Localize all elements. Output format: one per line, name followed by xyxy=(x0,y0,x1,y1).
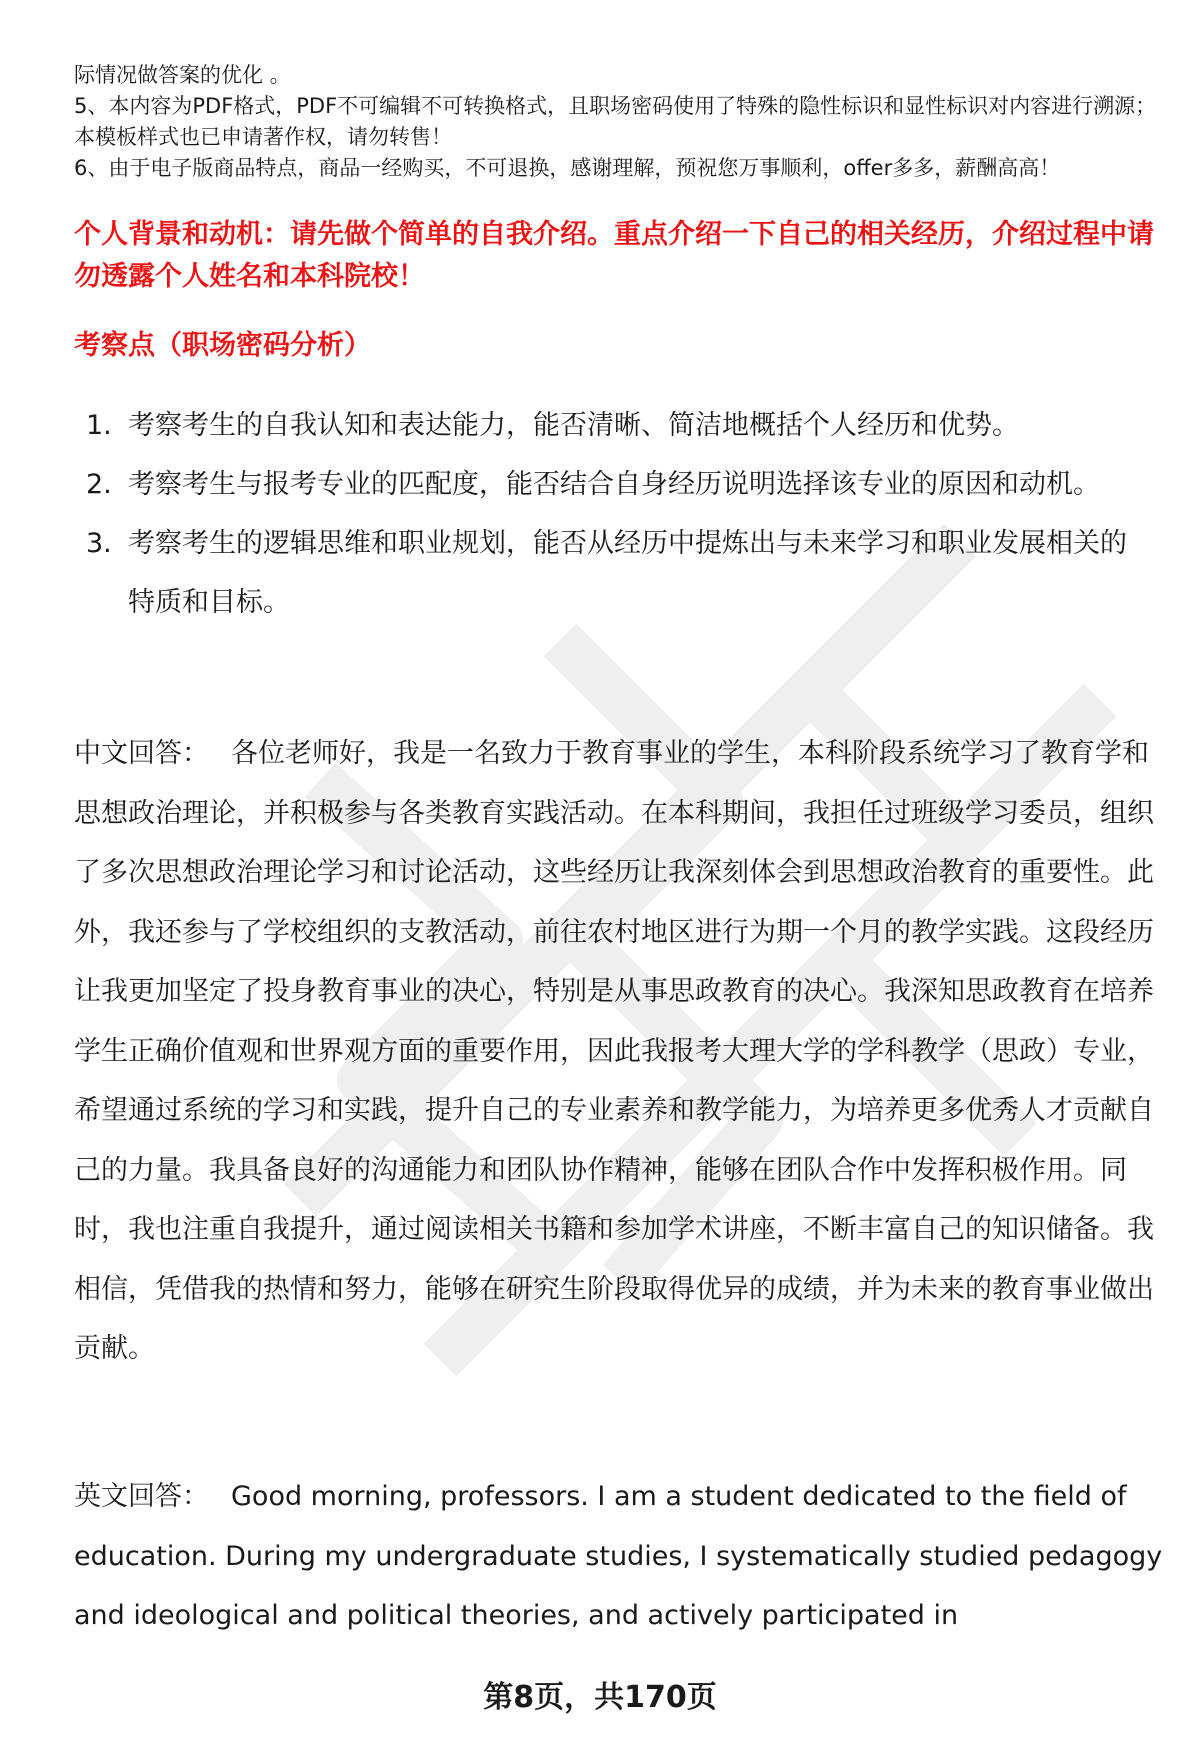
list-number: 2. xyxy=(86,469,112,500)
list-number: 1. xyxy=(86,410,112,441)
page-footer: 第8页，共170页 xyxy=(483,1680,717,1715)
chinese-answer xyxy=(74,724,1164,1379)
english-answer xyxy=(74,1467,1164,1646)
list-item-text: 考察考生与报考专业的匹配度，能否结合自身经历说明选择该专业的原因和动机。 xyxy=(128,469,1100,500)
note-line: 际情况做答案的优化 。 xyxy=(74,63,291,87)
notes-section xyxy=(74,60,1164,184)
chinese-answer-label: 中文回答： xyxy=(74,738,209,769)
note-line: 5、本内容为PDF格式，PDF不可编辑不可转换格式，且职场密码使用了特殊的隐性标识和显性标识对内容进行溯源；本模板样式也已申请著作权，请勿转售！ xyxy=(74,94,1157,149)
list-item xyxy=(86,514,1146,632)
list-item-text: 考察考生的逻辑思维和职业规划，能否从经历中提炼出与未来学习和职业发展相关的特质和目标。 xyxy=(128,528,1127,618)
analysis-points-list xyxy=(86,396,1146,632)
chinese-answer-text: 各位老师好，我是一名致力于教育事业的学生，本科阶段系统学习了教育学和思想政治理论，并积极参与各类教育实践活动。在本科期间，我担任过班级学习委员，组织了多次思想政治理论学习和讨论活动，这些经历让我深刻体会到思想政治教育的重要性。此外，我还参与了学校组织的支教活动，前往农村地区进行为期一个月的教学实践。这段经历让我更加坚定了投身教育事业的决心，特别是从事思政教育的决心。我深知思政教育在培养学生正确价值观和世界观方面的重要作用，因此我报考大理大学的学科教学（思政）专业，希望通过系统的学习和实践，提升自己的专业素养和教学能力，为培养更多优秀人才贡献自己的力量。我具备良好的沟通能力和团队协作精神，能够在团队合作中发挥积极作用。同时，我也注重自我提升，通过阅读相关书籍和参加学术讲座，不断丰富自己的知识储备。我相信，凭借我的热情和努力，能够在研究生阶段取得优异的成绩，并为未来的教育事业做出贡献。 xyxy=(74,738,1154,1364)
list-item xyxy=(86,455,1146,514)
note-line: 6、由于电子版商品特点，商品一经购买，不可退换，感谢理解，预祝您万事顺利，offer多多，薪酬高高！ xyxy=(74,156,1061,180)
list-item-text: 考察考生的自我认知和表达能力，能否清晰、简洁地概括个人经历和优势。 xyxy=(128,410,1019,441)
analysis-heading: 考察点（职场密码分析） xyxy=(74,330,371,361)
question-heading: 个人背景和动机：请先做个简单的自我介绍。重点介绍一下自己的相关经历，介绍过程中请勿透露个人姓名和本科院校！ xyxy=(74,219,1154,292)
english-answer-text: Good morning, professors. I am a student dedicated to the field of education. During my undergraduate studies, I systematically studied pedagogy and ideological and political theories, and actively participated in xyxy=(74,1481,1163,1631)
english-answer-label: 英文回答： xyxy=(74,1481,209,1512)
list-number: 3. xyxy=(86,528,112,559)
list-item xyxy=(86,396,1146,455)
